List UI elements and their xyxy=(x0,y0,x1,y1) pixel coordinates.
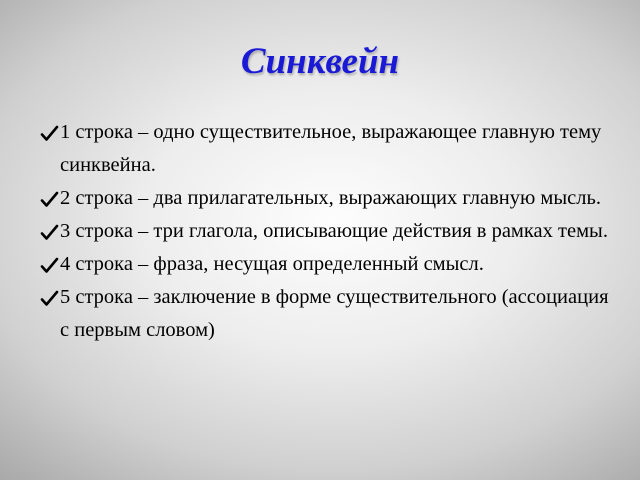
list-item xyxy=(40,248,620,281)
list-item xyxy=(40,215,620,248)
list-item-text: 1 строка – одно существительное, выражающее главную тему синквейна. xyxy=(60,121,602,176)
slide-title: Синквейн xyxy=(240,41,400,82)
list-item-text: 3 строка – три глагола, описывающие действия в рамках темы. xyxy=(60,220,608,242)
checkmark-icon xyxy=(40,256,59,275)
list-item xyxy=(40,281,620,347)
list-item xyxy=(40,182,620,215)
checkmark-icon xyxy=(40,223,59,242)
checkmark-icon xyxy=(40,289,59,308)
bullet-list xyxy=(40,116,620,347)
checkmark-icon xyxy=(40,124,59,143)
checkmark-icon xyxy=(40,190,59,209)
list-item-text: 4 строка – фраза, несущая определенный смысл. xyxy=(60,253,484,275)
list-item-text: 2 строка – два прилагательных, выражающих главную мысль. xyxy=(60,187,601,209)
list-item-text: 5 строка – заключение в форме существительного (ассоциация с первым словом) xyxy=(60,286,609,341)
list-item xyxy=(40,116,620,182)
